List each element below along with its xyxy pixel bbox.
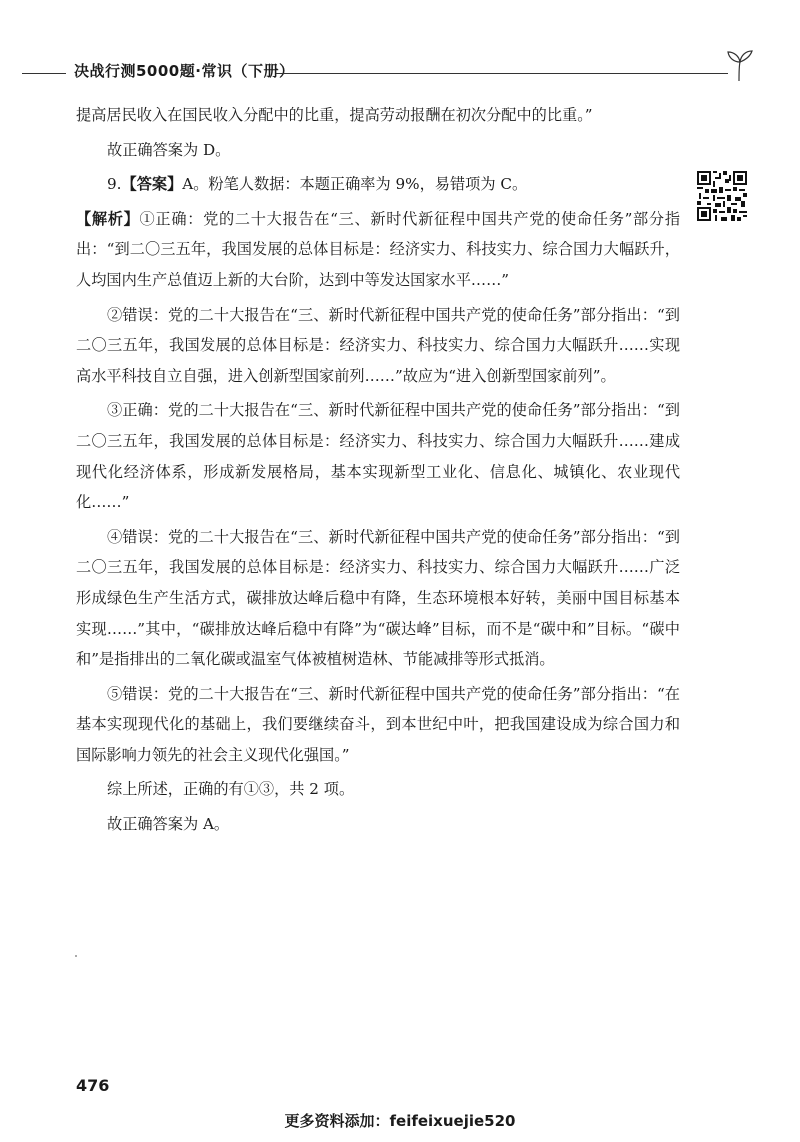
analysis-text-1: ①正确：党的二十大报告在“三、新时代新征程中国共产党的使命任务”部分指出：“到二〇三五年，我国发展的总体目标是：经济实力、科技实力、综合国力大幅跃升，人均国内生产总值迈上新的大台阶，达到中等发达国家水平……” (76, 209, 681, 289)
sprout-icon (724, 48, 756, 82)
answer-label: 【答案】 (121, 175, 183, 194)
answer-explanation (76, 100, 680, 840)
book-title: 决战行测5000题·常识（下册） (74, 62, 295, 80)
continued-paragraph: 提高居民收入在国民收入分配中的比重，提高劳动报酬在初次分配中的比重。” (76, 106, 593, 124)
page-number: 476 (76, 1076, 110, 1095)
analysis-paragraph-5: ⑤错误：党的二十大报告在“三、新时代新征程中国共产党的使命任务”部分指出：“在基本实现现代化的基础上，我们要继续奋斗，到本世纪中叶，把我国建设成为综合国力和国际影响力领先的社会主义现代化强国。” (76, 684, 680, 764)
running-header (0, 54, 800, 84)
header-rule-left (22, 73, 66, 74)
analysis-label: 【解析】 (76, 209, 140, 228)
header-rule-right (276, 73, 728, 74)
question-9-answer (76, 169, 680, 200)
scan-speck (75, 955, 77, 957)
question-number: 9. (107, 175, 122, 194)
analysis-paragraph-1 (76, 204, 680, 296)
answer-text: A。粉笔人数据：本题正确率为 9%，易错项为 C。 (182, 175, 528, 194)
summary: 综上所述，正确的有①③，共 2 项。 (107, 780, 355, 799)
qr-code[interactable] (697, 171, 747, 221)
final-answer: 故正确答案为 A。 (107, 815, 230, 834)
footer-note: 更多资料添加：feifeixuejie520 (284, 1112, 516, 1130)
analysis-paragraph-3: ③正确：党的二十大报告在“三、新时代新征程中国共产党的使命任务”部分指出：“到二〇三五年，我国发展的总体目标是：经济实力、科技实力、综合国力大幅跃升……建成现代化经济体系，形成新发展格局，基本实现新型工业化、信息化、城镇化、农业现代化……” (76, 401, 680, 512)
analysis-paragraph-2: ②错误：党的二十大报告在“三、新时代新征程中国共产党的使命任务”部分指出：“到二〇三五年，我国发展的总体目标是：经济实力、科技实力、综合国力大幅跃升……实现高水平科技自立自强，进入创新型国家前列……”故应为“进入创新型国家前列”。 (76, 305, 680, 385)
previous-answer: 故正确答案为 D。 (107, 140, 231, 159)
analysis-paragraph-4: ④错误：党的二十大报告在“三、新时代新征程中国共产党的使命任务”部分指出：“到二〇三五年，我国发展的总体目标是：经济实力、科技实力、综合国力大幅跃升……广泛形成绿色生产生活方式，碳排放达峰后稳中有降，生态环境根本好转，美丽中国目标基本实现……”其中，“碳排放达峰后稳中有降”为“碳达峰”目标，而不是“碳中和”目标。“碳中和”是指排出的二氧化碳或温室气体被植树造林、节能减排等形式抵消。 (76, 527, 680, 669)
